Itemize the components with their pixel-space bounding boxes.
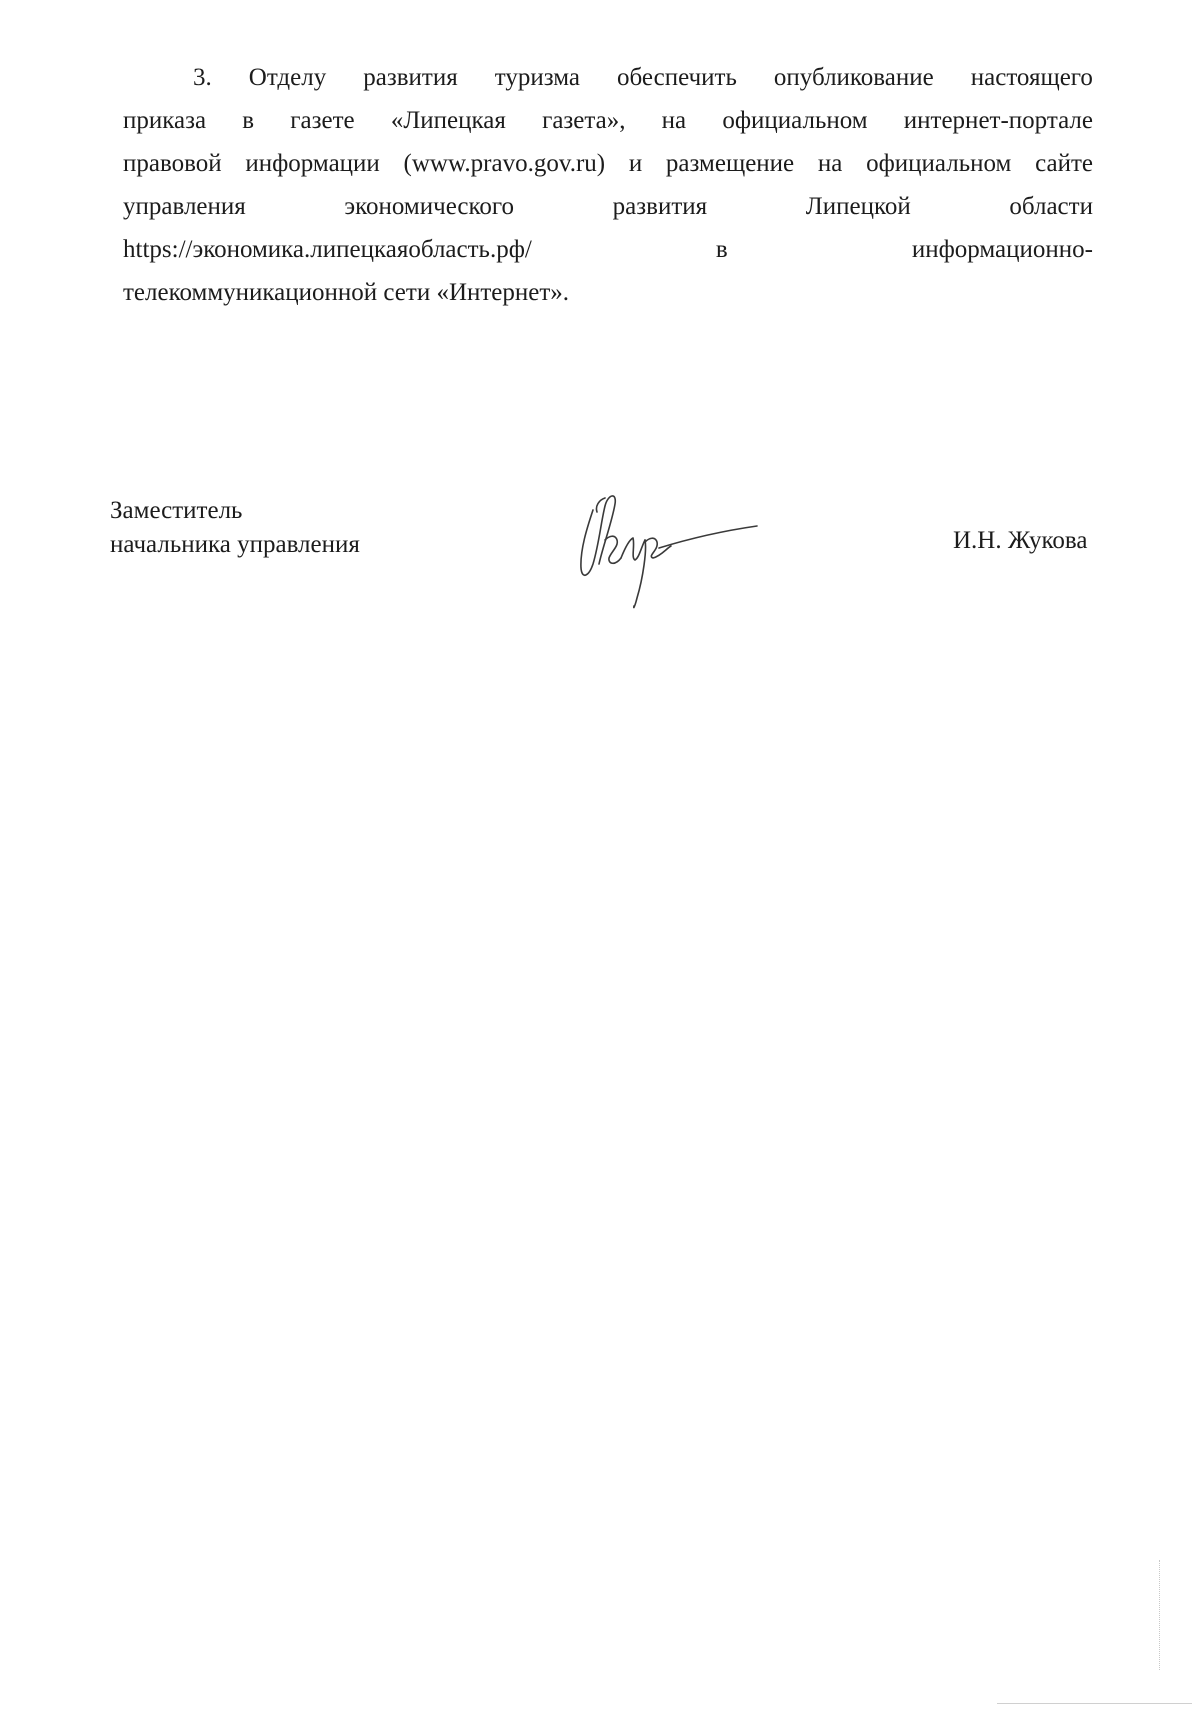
word: газета», — [542, 107, 626, 134]
paragraph-line-3 — [123, 142, 1093, 185]
word: настоящего — [970, 64, 1093, 91]
paragraph-line-1 — [123, 56, 1093, 99]
word: обеспечить — [617, 64, 737, 91]
word: (www.pravo.gov.ru) — [403, 150, 606, 177]
word: газете — [290, 107, 355, 134]
word: информационно- — [911, 236, 1093, 263]
signatory-name: И.Н. Жукова — [953, 527, 1088, 554]
scan-edge-line — [997, 1703, 1192, 1706]
word: официальном — [866, 150, 1012, 177]
paragraph-line-2 — [123, 99, 1093, 142]
word: информации — [245, 150, 380, 177]
website-url: https://экономика.липецкаяобласть.рф/ — [123, 236, 532, 263]
word: туризма — [494, 64, 581, 91]
word: сайте — [1035, 150, 1093, 177]
scan-artifact — [1157, 1560, 1160, 1670]
paragraph-line-text: телекоммуникационной сети «Интернет». — [123, 279, 570, 306]
paragraph-line-6 — [123, 271, 1093, 314]
word: интернет-портале — [903, 107, 1093, 134]
word: развития — [612, 193, 708, 220]
word: области — [1009, 193, 1093, 220]
paragraph-3 — [123, 56, 1093, 314]
word: размещение — [665, 150, 795, 177]
signatory-title-line-2: начальника управления — [110, 531, 360, 558]
word: Липецкой — [805, 193, 911, 220]
word: 3. — [193, 64, 212, 91]
signatory-title-line-1: Заместитель — [110, 497, 243, 524]
signatory-title — [110, 494, 360, 562]
word: опубликование — [773, 64, 934, 91]
word: правовой — [123, 150, 222, 177]
word: управления — [123, 193, 246, 220]
word: на — [661, 107, 687, 134]
word: в — [715, 236, 728, 263]
word: «Липецкая — [390, 107, 506, 134]
word: и — [628, 150, 643, 177]
word: Отделу — [248, 64, 327, 91]
handwritten-signature — [575, 488, 765, 613]
word: приказа — [123, 107, 207, 134]
word: на — [817, 150, 843, 177]
word: экономического — [344, 193, 515, 220]
paragraph-line-4 — [123, 185, 1093, 228]
word: развития — [363, 64, 458, 91]
paragraph-line-5 — [123, 228, 1093, 271]
word: в — [242, 107, 255, 134]
word: официальном — [722, 107, 868, 134]
